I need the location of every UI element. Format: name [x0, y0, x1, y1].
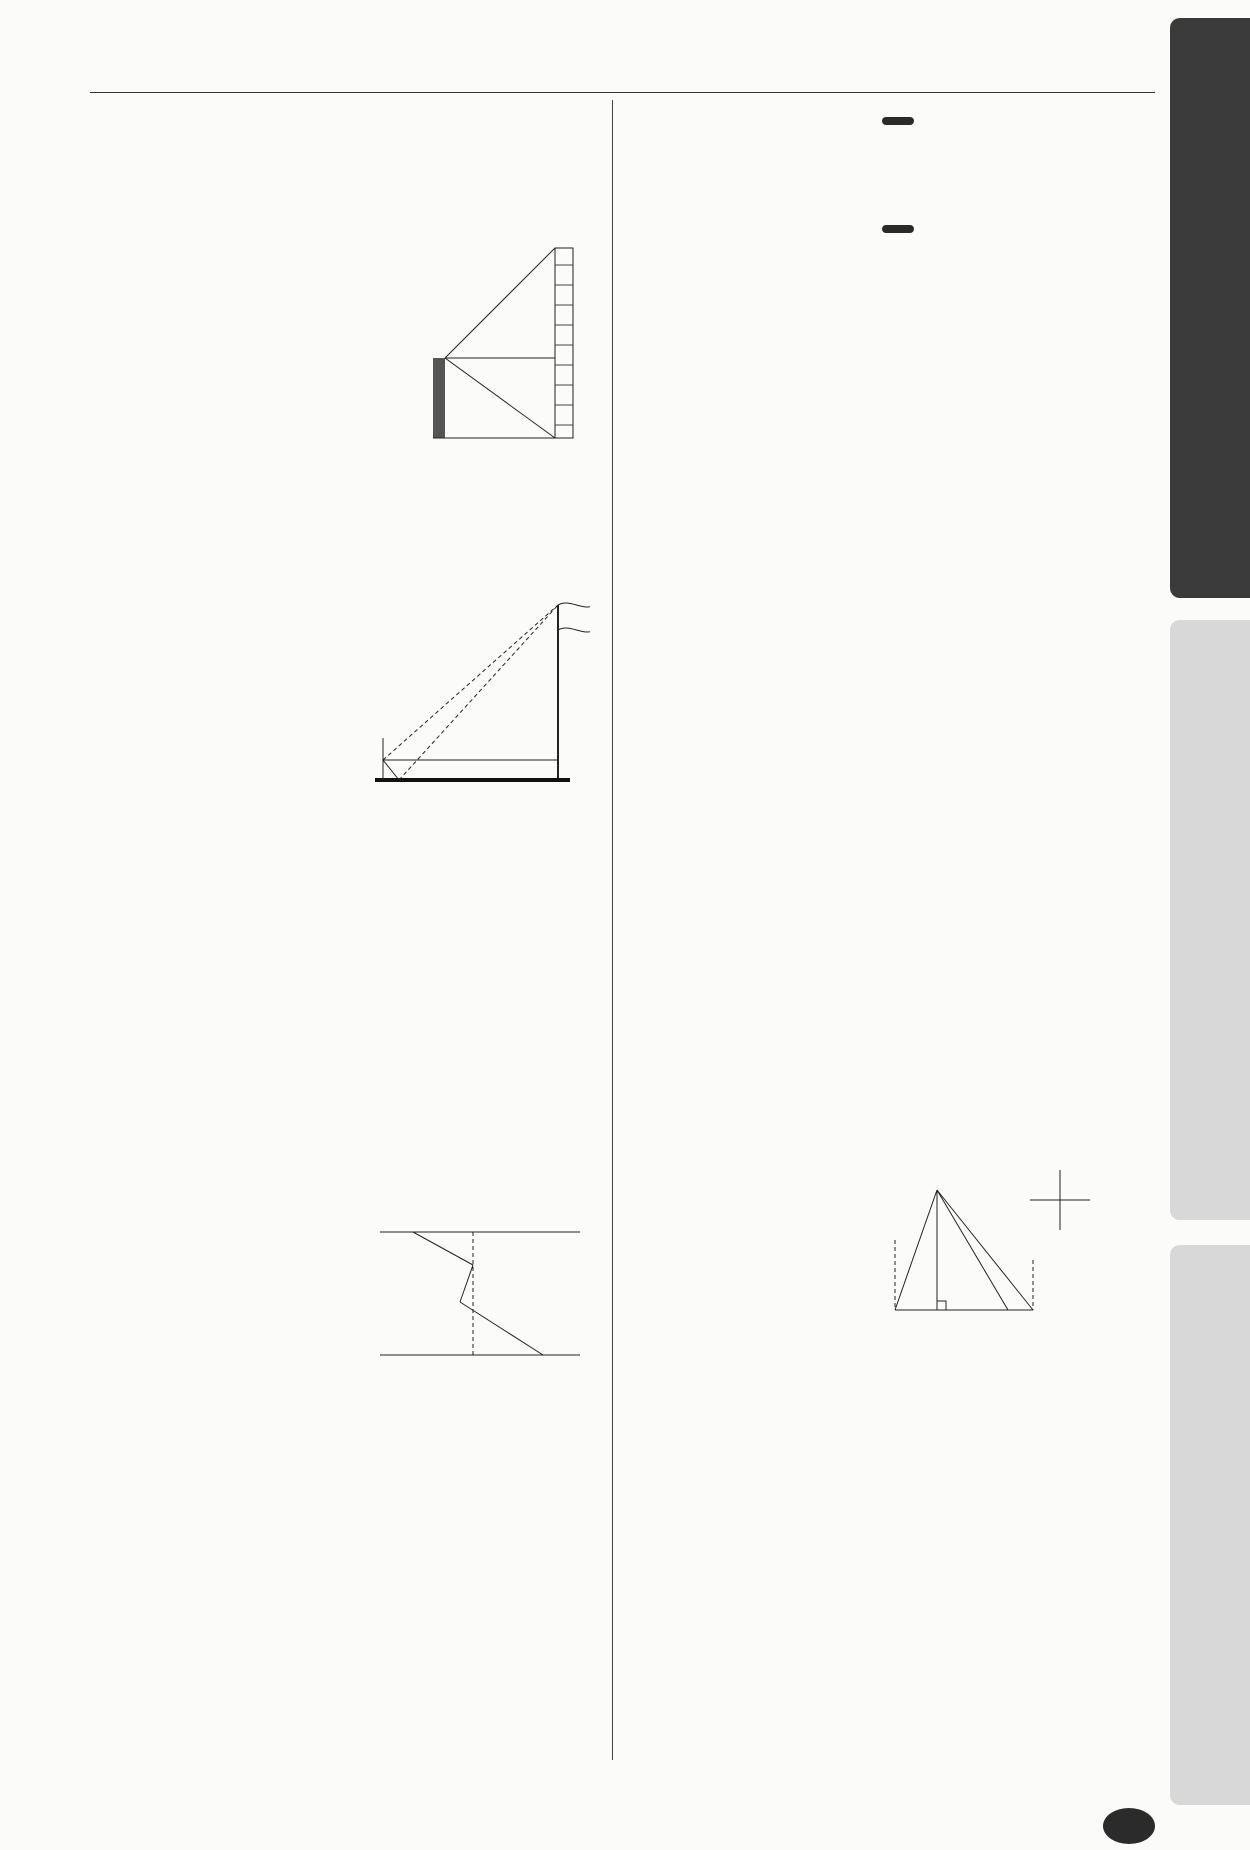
right-column: [638, 100, 1158, 250]
fig6-line-ea: [399, 605, 558, 780]
fig-prac-line-dc: [937, 1190, 1033, 1310]
fig-prac-line-ad: [895, 1190, 937, 1310]
figure-problem-8: [375, 1220, 600, 1375]
fig5-line-bd: [445, 248, 555, 358]
header-rule: [90, 92, 1155, 93]
fig6-flag: [558, 603, 590, 632]
side-tab-study[interactable]: [1170, 18, 1250, 598]
column-divider: [612, 100, 613, 1760]
banner-1-wrap: [638, 100, 1158, 142]
banner-2: [882, 225, 914, 233]
fig-prac-right-angle: [937, 1301, 946, 1310]
banner-2-wrap: [638, 208, 1158, 250]
fig-prac-line-db: [937, 1190, 1008, 1310]
figure-problem-6: [355, 590, 590, 805]
fig6-line-fa: [383, 605, 558, 760]
page-number: [1103, 1808, 1155, 1844]
side-tab-practice-2[interactable]: [1170, 1245, 1250, 1805]
fig5-line-bc: [445, 358, 555, 438]
fig8-line-ab: [413, 1232, 473, 1265]
banner-1: [882, 117, 914, 125]
fig6-line-fe: [383, 760, 399, 780]
side-tab-practice-1[interactable]: [1170, 620, 1250, 1220]
fig8-line-cd: [460, 1302, 543, 1355]
section-title: [638, 142, 1158, 208]
fig5-building-hatch: [555, 265, 573, 425]
figure-problem-5: [425, 240, 590, 455]
fig8-line-bc: [460, 1265, 473, 1302]
fig5-building-ab: [433, 358, 445, 438]
fig5-building-cd: [555, 248, 573, 438]
figure-practice: [875, 1160, 1125, 1330]
